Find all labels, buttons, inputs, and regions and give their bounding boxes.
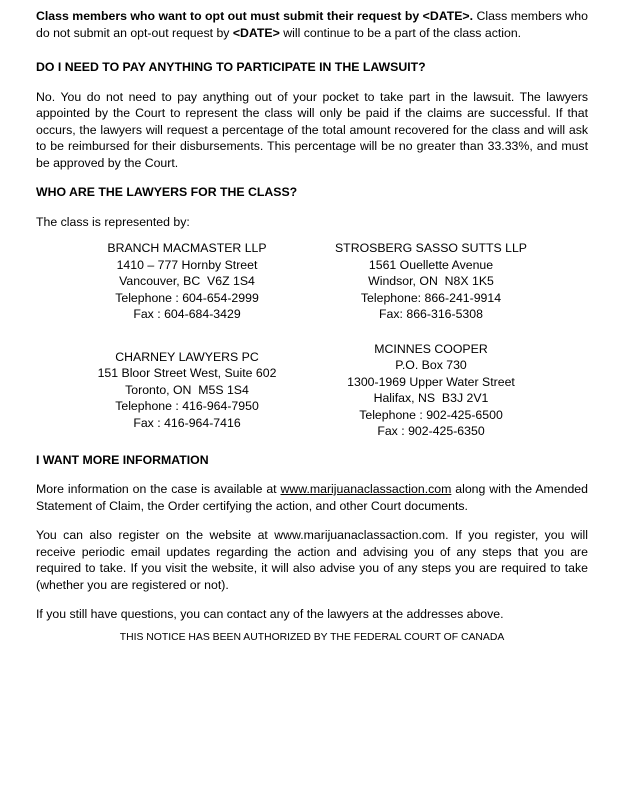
register-paragraph: You can also register on the website at www.marijuanaclassaction.com. If you register, you will receive periodic email updates regarding the action and advising you of any steps that you are required to take. If you visit the website, it will also advise you of any steps you are required to take (whether you are registered or not).	[36, 528, 588, 592]
firm-address-line: Fax : 416-964-7416	[133, 415, 241, 430]
firm-address-line: 1410 – 777 Hornby Street	[116, 257, 258, 272]
firm-address-line: P.O. Box 730	[395, 358, 467, 372]
heading-pay-section: DO I NEED TO PAY ANYTHING TO PARTICIPATE IN THE LAWSUIT?	[36, 60, 426, 74]
website-link[interactable]: www.marijuanaclassaction.com	[280, 482, 452, 496]
firm-address-line: Fax : 604-684-3429	[133, 307, 241, 321]
law-firm-card	[309, 341, 553, 440]
firm-address-line: Toronto, ON M5S 1S4	[125, 382, 249, 397]
class-represented-line: The class is represented by:	[36, 214, 190, 229]
firm-name: STROSBERG SASSO SUTTS LLP	[334, 241, 528, 255]
firm-address-line: 151 Bloor Street West, Suite 602	[97, 366, 277, 381]
firm-name: BRANCH MACMASTER LLP	[107, 241, 267, 255]
law-firm-card	[65, 240, 309, 323]
text-run: will continue to be a part of the class action.	[279, 25, 522, 40]
firm-address-line: 1561 Ouellette Avenue	[368, 257, 494, 272]
firm-address-line: Halifax, NS B3J 2V1	[373, 391, 489, 405]
firm-address-line: Windsor, ON N8X 1K5	[368, 274, 494, 288]
opt-out-deadline-paragraph	[36, 8, 588, 41]
firm-name: CHARNEY LAWYERS PC	[115, 349, 259, 364]
firm-address-line: Fax: 866-316-5308	[379, 307, 483, 321]
more-info-paragraph	[36, 481, 588, 514]
law-firm-card	[309, 240, 553, 323]
firm-address-line: Telephone: 866-241-9914	[360, 290, 502, 305]
firm-address-line: Telephone : 902-425-6500	[359, 407, 503, 422]
questions-paragraph: If you still have questions, you can contact any of the lawyers at the addresses above.	[36, 607, 504, 621]
law-firm-card	[65, 349, 309, 432]
firm-address-line: Fax : 902-425-6350	[377, 424, 485, 438]
text-run: More information on the case is available at	[36, 482, 281, 496]
firm-address-line: 1300-1969 Upper Water Street	[347, 374, 515, 389]
pay-explanation-paragraph: No. You do not need to pay anything out of your pocket to take part in the lawsuit. The lawyers appointed by the Court to represent the class will only be paid if the claims are successful. If that occurs, the lawyers will request a percentage of the total amount recovered for the class and will ask to be reimbursed for their disbursements. This percentage will be no greater than 33.33%, and must be approved by the Court.	[36, 89, 588, 170]
text-run: Class members who want to opt out must submit their request by <DATE>.	[36, 9, 474, 23]
heading-more-information: I WANT MORE INFORMATION	[36, 452, 209, 467]
text-run: Class members who do not submit an opt-out request by	[36, 9, 588, 40]
firm-address-line: Telephone : 416-964-7950	[115, 399, 259, 414]
firm-name: MCINNES COOPER	[374, 341, 488, 356]
text-run: <DATE>	[232, 25, 280, 40]
firm-address-line: Telephone : 604-654-2999	[115, 290, 259, 305]
court-authorization-line: THIS NOTICE HAS BEEN AUTHORIZED BY THE FEDERAL COURT OF CANADA	[119, 631, 505, 643]
text-run: along with the Amended Statement of Claim, the Order certifying the action, and other Court documents.	[36, 482, 588, 513]
law-firms-grid	[65, 240, 553, 440]
heading-lawyers-section: WHO ARE THE LAWYERS FOR THE CLASS?	[36, 185, 298, 199]
firm-address-line: Vancouver, BC V6Z 1S4	[119, 274, 255, 288]
